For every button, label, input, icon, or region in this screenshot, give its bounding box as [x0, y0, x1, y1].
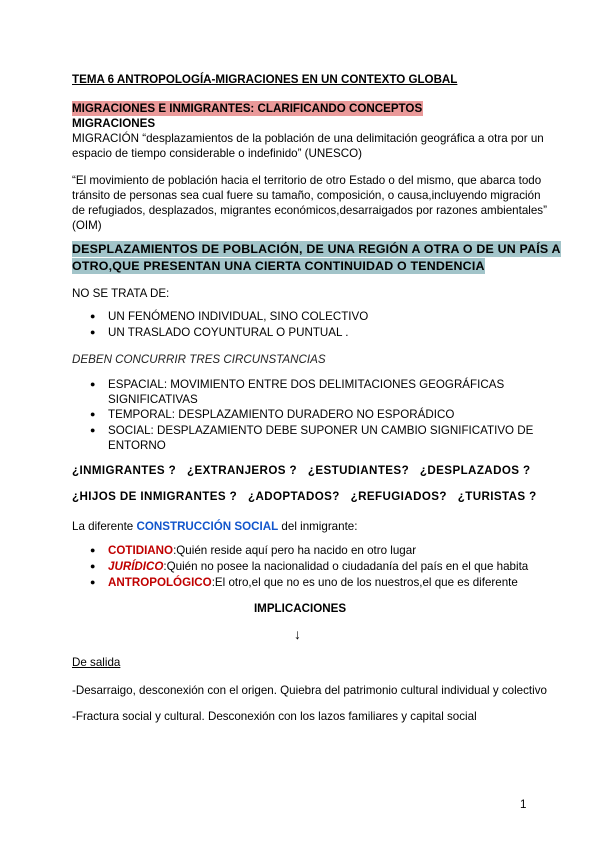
arrow-down-icon: ↓ — [294, 626, 301, 642]
term-juridico: JURÍDICO — [108, 560, 164, 573]
must-item-1-line1: ESPACIAL: MOVIMIENTO ENTRE DOS DELIMITACIONES GEOGRÁFICAS — [108, 378, 505, 391]
page-number: 1 — [520, 798, 527, 811]
bullet-icon: ● — [90, 379, 96, 389]
bullet-icon: ● — [90, 311, 96, 321]
unesco-definition-line2: espacio de tiempo considerable o indefinido” (UNESCO) — [72, 147, 362, 160]
bullet-icon: ● — [90, 425, 96, 435]
construction-suffix: del inmigrante: — [281, 520, 358, 533]
definition-antropologico: :El otro,el que no es uno de los nuestros,el que es diferente — [211, 576, 518, 589]
not-item-2: UN TRASLADO COYUNTURAL O PUNTUAL . — [108, 326, 349, 339]
oim-definition-line2: tránsito de personas sea cual fuere su tamaño, composición, o causa,incluyendo migración — [72, 189, 541, 202]
bullet-icon: ● — [90, 561, 96, 571]
question-item: ¿TURISTAS ? — [457, 490, 537, 503]
construction-highlight: CONSTRUCCIÓN SOCIAL — [136, 520, 279, 533]
construction-item-juridico — [108, 559, 528, 574]
implications-heading: IMPLICACIONES — [253, 602, 347, 615]
question-row-1 — [72, 464, 531, 477]
oim-definition-line4: (OIM) — [72, 219, 102, 232]
section-heading-desplazamientos-line2: OTRO,QUE PRESENTAN UNA CIERTA CONTINUIDAD O TENDENCIA — [72, 259, 485, 273]
question-item: ¿INMIGRANTES ? — [72, 464, 177, 477]
bullet-icon: ● — [90, 545, 96, 555]
unesco-definition-line1: MIGRACIÓN “desplazamientos de la población de una delimitación geográfica a otra por un — [72, 132, 544, 145]
question-item: ¿ADOPTADOS? — [247, 490, 340, 503]
must-label: DEBEN CONCURRIR TRES CIRCUNSTANCIAS — [72, 353, 326, 366]
term-antropologico: ANTROPOLÓGICO — [108, 576, 212, 589]
section-heading-desplazamientos-line1: DESPLAZAMIENTOS DE POBLACIÓN, DE UNA REGIÓN A OTRA O DE UN PAÍS A — [72, 242, 561, 256]
question-row-2 — [72, 490, 537, 503]
must-item-1-line2: SIGNIFICATIVAS — [108, 393, 198, 406]
implication-line-1: -Desarraigo, desconexión con el origen. Quiebra del patrimonio cultural individual y colectivo — [72, 684, 547, 697]
question-item: ¿EXTRANJEROS ? — [187, 464, 297, 477]
not-item-1: UN FENÓMENO INDIVIDUAL, SINO COLECTIVO — [108, 310, 369, 323]
section-heading-migraciones: MIGRACIONES E INMIGRANTES: CLARIFICANDO CONCEPTOS — [72, 102, 423, 115]
question-item: ¿REFUGIADOS? — [350, 490, 447, 503]
implications-subheading: De salida — [72, 656, 121, 669]
construction-prefix: La diferente — [72, 520, 134, 533]
must-item-3-line1: SOCIAL: DESPLAZAMIENTO DEBE SUPONER UN CAMBIO SIGNIFICATIVO DE — [108, 424, 534, 437]
oim-definition-line3: de refugiados, desplazados, migrantes económicos,desarraigados por razones ambientales” — [72, 204, 547, 217]
document-title: TEMA 6 ANTROPOLOGÍA-MIGRACIONES EN UN CONTEXTO GLOBAL — [72, 73, 458, 86]
implication-line-2: -Fractura social y cultural. Desconexión con los lazos familiares y capital social — [72, 710, 477, 723]
definition-juridico: :Quién no posee la nacionalidad o ciudadanía del país en el que habita — [163, 560, 529, 573]
oim-definition-line1: “El movimiento de población hacia el territorio de otro Estado o del mismo, que abarca todo — [72, 174, 542, 187]
term-cotidiano: COTIDIANO — [108, 544, 174, 557]
not-label: NO SE TRATA DE: — [72, 287, 170, 300]
construction-item-cotidiano — [108, 543, 416, 558]
question-item: ¿ESTUDIANTES? — [307, 464, 410, 477]
bullet-icon: ● — [90, 327, 96, 337]
bullet-icon: ● — [90, 577, 96, 587]
construction-item-antropologico — [108, 575, 518, 590]
subheading-migraciones: MIGRACIONES — [72, 117, 156, 130]
construction-intro — [72, 519, 357, 534]
definition-cotidiano: :Quién reside aquí pero ha nacido en otro lugar — [173, 544, 417, 557]
must-item-3-line2: ENTORNO — [108, 439, 166, 452]
question-item: ¿HIJOS DE INMIGRANTES ? — [72, 490, 238, 503]
bullet-icon: ● — [90, 409, 96, 419]
question-item: ¿DESPLAZADOS ? — [419, 464, 531, 477]
must-item-2: TEMPORAL: DESPLAZAMIENTO DURADERO NO ESPORÁDICO — [108, 408, 455, 421]
